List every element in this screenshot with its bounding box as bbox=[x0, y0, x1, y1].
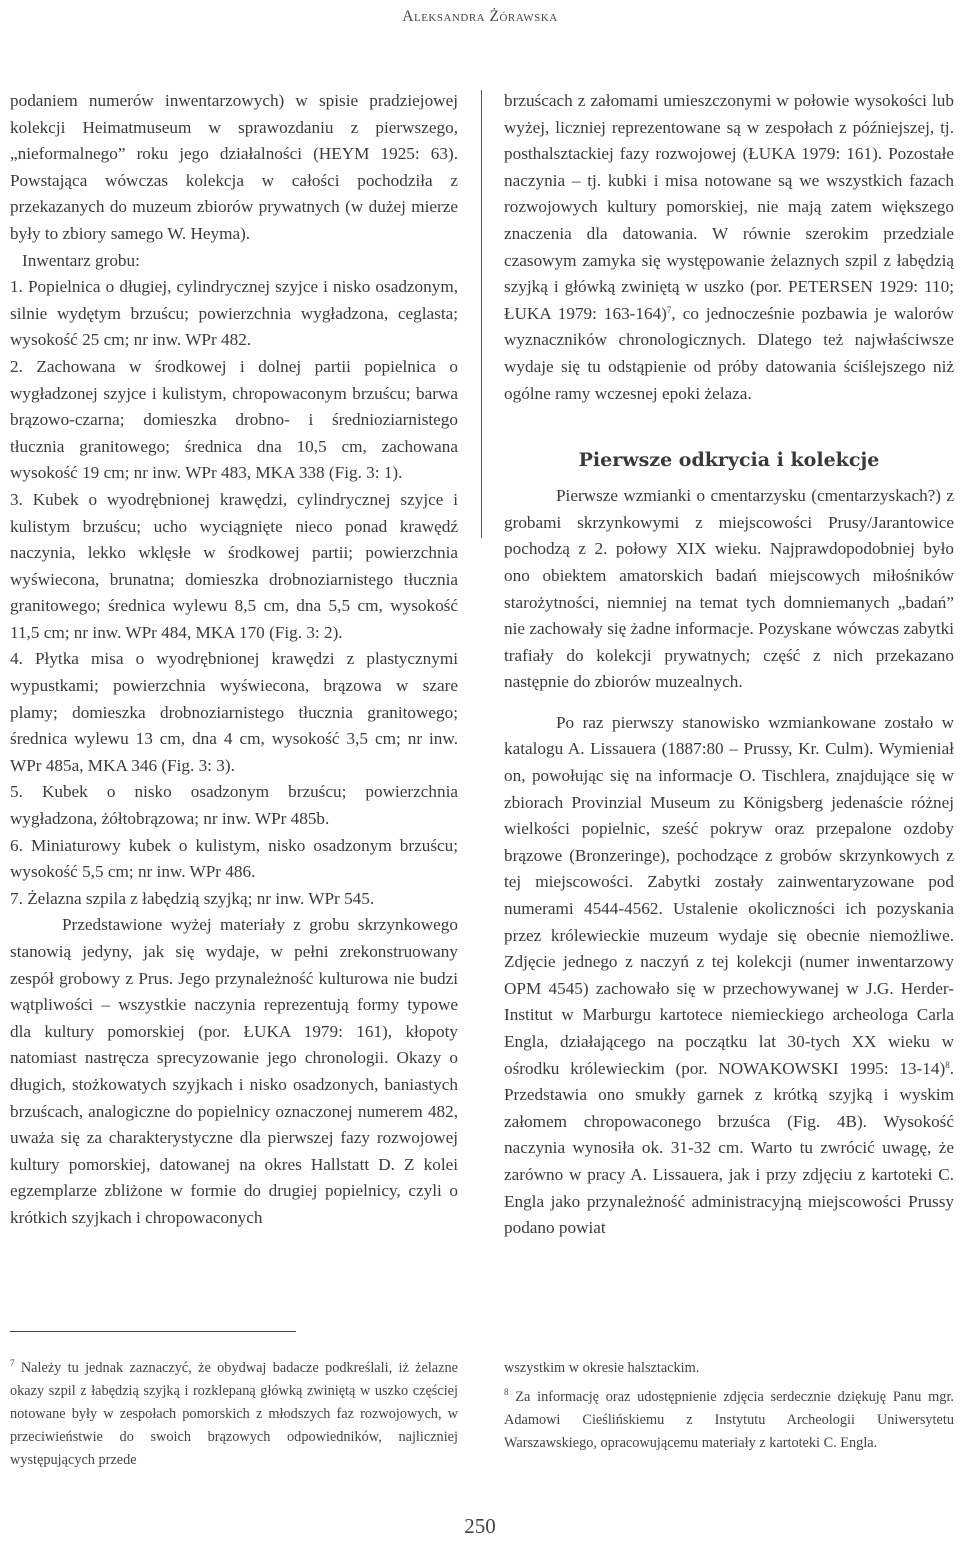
section-paragraph-2-end: . Przedstawia ono smukły garnek z krótką szyjką i wyskim załomem chropowaconego brzuśca (Fig. 4B). Wysokość naczynia wynosiła ok. 31-32 cm. Warto tu zwrócić uwagę, że zarówno w pracy A. Lissauera, jak i przy zdjęciu z kartoteki C. Engla jako przynależność administracyjną miejscowości Prussy podano powiat bbox=[504, 1058, 954, 1238]
footnote-8-number: 8 bbox=[504, 1387, 509, 1397]
footnote-ref-8[interactable]: 8 bbox=[945, 1059, 950, 1070]
inventory-item-6: 6. Miniaturowy kubek o kulistym, nisko osadzonym brzuścu; wysokość 5,5 cm; nr inw. WPr 486. bbox=[10, 835, 458, 882]
continuation-text: brzuścach z załomami umieszczonymi w połowie wysokości lub wyżej, liczniej reprezentowane są w zespołach z późniejszej, tj. posthalsztackiej fazy rozwojowej (ŁUKA 1979: 161). Pozostałe naczynia – tj. kubki i misa notowane są we wszystkich fazach rozwojowych kultury pomorskiej, nie mają zatem większego znaczenia dla datowania. W równie szerokim przedziale czasowym zamyka się występowanie żelaznych szpil z łabędzią szyjką i główką zwiniętą w uszko (por. PETERSEN 1929: 110; ŁUKA 1979: 163-164) bbox=[504, 91, 954, 323]
section-paragraph-2-text: Po raz pierwszy stanowisko wzmiankowane zostało w katalogu A. Lissauera (1887:80 – Prussy, Kr. Culm). Wymieniał on, powołując się na informacje O. Tischlera, znajdujące się w zbiorach Provinzial Museum zu Königsberg jedenaście różnej wielkości popielnic, sześć pokryw oraz przepalone ozdoby brązowe (Bronzeringe), pochodzące z grobów skrzynkowych z tej miejscowości. Zabytki zostały zainwentaryzowane pod numerami 4544-4562. Ustalenie okoliczności ich pozyskania przez królewieckie muzeum wydaje się obecnie niemożliwe. Zdjęcie jednego z naczyń z tej kolekcji (numer inwentarzowy OPM 4545) zachowało się w przechowywanej w J.G. Herder-Institut w Marburgu kartotece niemieckiego archeologa Carla Engla, działającego na początku lat 30-tych XX wieku w ośrodku królewieckim (por. NOWAKOWSKI 1995: 13-14) bbox=[504, 712, 954, 1078]
page-number: 250 bbox=[464, 1514, 496, 1538]
inventory-item-1: 1. Popielnica o długiej, cylindrycznej szyjce i nisko osadzonym, silnie wydętym brzuścu; powierzchnia wygładzona, ceglasta; wysokość 25 cm; nr inw. WPr 482. bbox=[10, 277, 458, 350]
closing-paragraph: Przedstawione wyżej materiały z grobu skrzynkowego stanowią jedyny, jak się wydaje, w pełni zrekonstruowany zespół grobowy z Prus. Jego przynależność kulturowa nie budzi wątpliwości – wszystkie naczynia reprezentują formy typowe dla kultury pomorskiej (por. ŁUKA 1979: 161), kłopoty natomiast nastręcza sprecyzowanie jego chronologii. Okazy o długich, stożkowatych szyjkach i nisko osadzonych, baniastych brzuścach, analogiczne do popielnicy oznaczonej numerem 482, uważa się za charakterystyczne dla pierwszej fazy rozwojowej kultury pomorskiej, datowanej na okres Hallstatt D. Z kolei egzemplarze zbliżone w formie do drugiej popielnicy, czyli o krótkich szyjkach i chropowaconych bbox=[10, 915, 458, 1227]
running-head: Aleksandra Żórawska bbox=[402, 8, 558, 25]
footnote-8 bbox=[504, 1386, 954, 1455]
inventory-item-5: 5. Kubek o nisko osadzonym brzuścu; powierzchnia wygładzona, żółtobrązowa; nr inw. WPr 485b. bbox=[10, 782, 458, 829]
section-heading: Pierwsze odkrycia i kolekcje bbox=[578, 449, 880, 472]
section-paragraph-1: Pierwsze wzmianki o cmentarzysku (cmentarzyskach?) z grobami skrzynkowymi z miejscowości Prusy/Jarantowice pochodzą z 2. połowy XIX wieku. Najprawdopodobniej było ono obiektem amatorskich badań miejscowych miłośników starożytności, niemniej na temat tych domniemanych „badań” nie zachowały się żadne informacje. Pozyskane wówczas zabytki trafiały do kolekcji prywatnych; część z nich przekazano następnie do zbiorów muzealnych. bbox=[504, 486, 954, 692]
footnotes-left bbox=[10, 1357, 458, 1472]
footnote-7-text: Należy tu jednak zaznaczyć, że obydwaj badacze podkreślali, iż żelazne okazy szpil z łabędzią szyjką i rozklepaną główką zwiniętą w uszko częściej notowane były w zespołach pomorskich z młodszych faz rozwojowych, w przeciwieństwie do swoich brązowych odpowiedników, najliczniej występujących przede bbox=[10, 1360, 458, 1468]
inventory-item-3: 3. Kubek o wyodrębnionej krawędzi, cylindrycznej szyjce i kulistym brzuścu; ucho wyciągnięte nieco ponad krawędź naczynia, lekko wklęsłe w środkowej partii; powierzchnia wyświecona, brunatna; domieszka drobnoziarnistego tłucznia granitowego; średnica wylewu 8,5 cm, dna 5,5 cm, wysokość 11,5 cm; nr inw. WPr 484, MKA 170 (Fig. 3: 2). bbox=[10, 489, 458, 642]
footnote-8-text: Za informację oraz udostępnienie zdjęcia serdecznie dziękuję Panu mgr. Adamowi Cieślińskiemu z Instytutu Archeologii Uniwersytetu Warszawskiego, opracowującemu materiały z kartoteki C. Engla. bbox=[504, 1389, 954, 1451]
section-paragraph-2 bbox=[504, 710, 954, 1242]
continuation-text-end: , co jednocześnie pozbawia je walorów wyznaczników chronologicznych. Dlatego też najwłaściwsze wydaje się tu odstąpienie od próby datowania ściślejszego niż ogólne ramy wczesnej epoki żelaza. bbox=[504, 303, 954, 403]
footnote-ref-7[interactable]: 7 bbox=[666, 304, 672, 315]
inventory-item-4: 4. Płytka misa o wyodrębnionej krawędzi z plastycznymi wypustkami; powierzchnia wyświecona, brązowa w szare plamy; domieszka drobnoziarnistego tłucznia granitowego; średnica wylewu 13 cm, dna 4 cm, wysokość 3,5 cm; nr inw. WPr 485a, MKA 346 (Fig. 3: 3). bbox=[10, 649, 458, 775]
right-column bbox=[504, 88, 954, 1242]
footnote-7-number: 7 bbox=[10, 1358, 15, 1368]
left-column bbox=[10, 88, 458, 1232]
inventory-label: Inwentarz grobu: bbox=[22, 250, 140, 270]
inventory-item-7: 7. Żelazna szpila z łabędzią szyjką; nr inw. WPr 545. bbox=[10, 888, 375, 908]
footnotes-right bbox=[504, 1357, 954, 1455]
footnote-rule bbox=[10, 1331, 296, 1332]
footnote-7-continuation: wszystkim w okresie halsztackim. bbox=[504, 1360, 700, 1376]
column-divider bbox=[481, 90, 482, 538]
inventory-item-2: 2. Zachowana w środkowej i dolnej partii popielnica o wygładzonej szyjce i kulistym, chropowaconym brzuścu; barwa brązowo-czarna; domieszka drobno- i średnioziarnistego tłucznia granitowego; średnica dna 10,5 cm, zachowana wysokość 19 cm; nr inw. WPr 483, MKA 338 (Fig. 3: 1). bbox=[10, 356, 458, 483]
footnote-7 bbox=[10, 1357, 458, 1472]
continuation-paragraph bbox=[504, 88, 954, 407]
intro-paragraph: podaniem numerów inwentarzowych) w spisie pradziejowej kolekcji Heimatmuseum w sprawozdaniu z pierwszego, „nieformalnego” roku jego działalności (HEYM 1925: 63). Powstająca wówczas kolekcja w całości pochodziła z przekazanych do muzeum zbiorów prywatnych (w dużej mierze były to zbiory samego W. Heyma). bbox=[10, 91, 458, 243]
